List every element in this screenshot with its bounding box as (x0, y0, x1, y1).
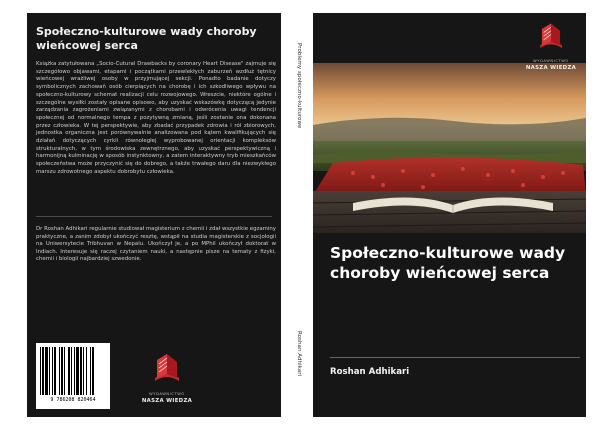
spine (287, 13, 309, 417)
back-cover-title: Społeczno-kulturowe wady choroby wieńcowej serca (36, 25, 257, 52)
publisher-logo (137, 348, 197, 408)
publisher-subtitle: WYDAWNICTWO (149, 392, 185, 396)
publisher-name: NASZA WIEDZA (525, 65, 577, 71)
publisher-name: NASZA WIEDZA (141, 398, 193, 404)
book-logo-icon (522, 18, 580, 58)
front-cover-author: Roshan Adhikari (330, 367, 410, 377)
author-bio: Dr Roshan Adhikari regularnie studiował magisterium z chemii i zdał wszystkie egzaminy praktyczne, a zanim zdobył ukończyć resztę, wstąpił na studia magisterskie z socjologii na Uniwersytecie Tribhuvan w Nepalu. Ukończył je, a po MPhil ukończył doktorat w Indiach. Interesuje się raczej czytaniem nauki, a następnie pisze na tematy z fizyki, chemii i biologii najbardziej szwedonie. (36, 226, 276, 263)
divider (330, 357, 580, 358)
front-cover-title: Społeczno-kulturowe wady choroby wieńcowej serca (330, 244, 566, 282)
divider (36, 216, 272, 217)
publisher-subtitle: WYDAWNICTWO (533, 59, 569, 63)
publisher-logo (522, 18, 580, 76)
front-cover (313, 13, 586, 417)
spine-title: Problemy społeczno-kulturowe (296, 43, 302, 129)
barcode (36, 343, 110, 409)
book-description: Książka zatytułowana „Socio-Cutural Drawbacks by coronary Heart Disease" zajmuje się szczegółowo objawami, etapami i początkami przewlekłych zaburzeń wzdłuż tętnicy wieńcowej wrażliwej osoby w przyjmującej sekcji. Ponadto badanie dotyczy symbolicznych zachowań osób cierpiących na chorobę i ich szkodliwego wpływu na społeczno-kulturowy schemat realizacji celu rozwojowego. Wreszcie, niektóre ogólne i szczególne wysiłki zostały opisane opisowo, aby uzyskać wskazówkę dotyczącą jedynie zarządzania zagrożeniami związanymi z chorobami i odwrócenia uwagi tendencji społecznej od normalnego tempa z pozytywną zmianą, jeśli zostanie ona dokonana przez człowieka. W tej perspektywie, aby zbadać przypadek zdrowia i ról zbiorowych, jednostka organiczna jest porównywalnie analizowana pod kątem kwalifikujących się działań dotyczących cyrkli równoległej wyprobowanej orientacji kompleksów strukturalnych, w tym środowiska zewnętrznego, aby uzyskać perspektywiczną i harmonijną kulminację w sposób instynktowny, a zatem interaktywny tryb mieszkańców społeczeństwa może przyczynić się do dobrego, a także trwałego daru dla niezwykłego marszu zdrowotnego aspektu dobrobytu człowieka. (36, 61, 276, 175)
open-book-landscape-image (313, 63, 586, 233)
spine-author: Roshan Adhikari (296, 331, 302, 377)
book-logo-icon (137, 348, 197, 392)
barcode-bars (40, 347, 106, 395)
cover-photo (313, 63, 586, 233)
barcode-bar (94, 347, 95, 395)
isbn-number: 9 786208 820464 (50, 397, 96, 403)
back-cover (27, 13, 281, 417)
